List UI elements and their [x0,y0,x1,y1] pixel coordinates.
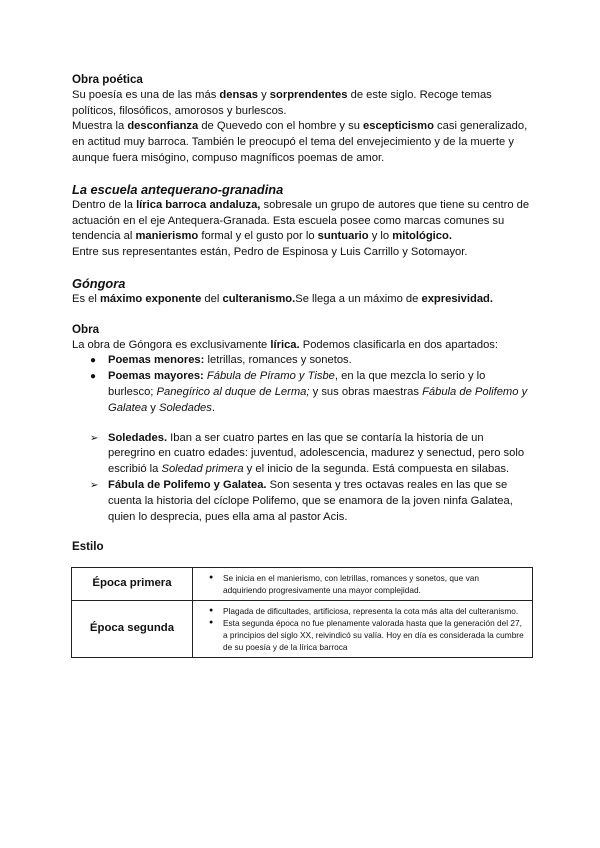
bold-run: Fábula de Polifemo y Galatea. [108,478,267,491]
text-run: Se llega a un máximo de [295,292,422,305]
paragraph-escuela-2: Entre sus representantes están, Pedro de Espinosa y Luis Carrillo y Sotomayor. [72,246,468,259]
bold-run: Soledades. [108,431,168,444]
bold-run: escepticismo [363,120,434,133]
bold-run: Poemas menores: [108,354,205,367]
text-run: casi generalizado, en actitud muy barroca. También le preocupó el tema del envejecimiento y de la muerte y aunque fuera misógino, compuso magníficos poemas de amor. [72,120,528,164]
text-run: Iban a ser cuatro partes en las que se contaría la historia de un peregrino en cuatro edades: juventud, adolescencia, madurez y senectud, pero solo escribió la [108,431,525,476]
table-cell-content [193,601,533,658]
text-run: Se inicia en el manierismo, con letrillas, romances y sonetos, que van adquiriendo progresivamente una mayor complejidad. [223,573,479,596]
italic-run: Panegírico al duque de Lerma; [156,385,310,398]
text-run: Muestra la [72,120,128,133]
bold-run: culteranismo. [222,292,296,305]
text-run: Son sesenta y tres octavas reales en las que se cuenta la historia del cíclope Polifemo, que se enamora de la joven ninfa Galatea, quien lo desprecia, pues ella ama al pastor Acis. [108,478,513,523]
estilo-table [71,567,533,658]
text-run: , en la que mezcla lo serio y lo burlesco; [108,370,486,398]
bullet-icon: ● [209,619,214,627]
list-item [201,605,524,617]
text-run: La obra de Góngora es exclusivamente [72,338,271,351]
heading-obra-poetica: Obra poética [72,73,143,86]
paragraph-obra-poetica-1 [72,88,532,120]
text-run: letrillas, romances y sonetos. [204,354,352,367]
table-cell-content [193,568,533,601]
text-run: Plagada de dificultades, artificiosa, representa la cota más alta del culteranismo. [223,606,519,617]
text-run: formal y el gusto por lo [198,230,318,243]
paragraph-escuela-1 [72,198,532,245]
bold-run: lírica. [270,338,300,351]
list-item [201,617,524,653]
text-run: y sus obras maestras [309,385,423,398]
paragraph-obra-intro [72,338,532,354]
bullet-icon: ● [209,607,214,615]
table-row [72,568,533,601]
bullet-icon: ● [209,574,214,582]
list-item-polifemo [72,478,532,525]
italic-run: Fábula de Píramo y Tisbe [206,370,335,383]
table-cell-label: Época segunda [72,601,193,658]
document-page [72,72,532,658]
list-item [201,572,524,596]
paragraph-obra-poetica-2 [72,119,532,166]
obra-bullet-list [72,353,532,416]
heading-estilo: Estilo [72,540,104,554]
text-run: Es el [72,292,100,305]
bold-run: expresividad. [421,292,493,305]
list-item-menores [72,353,532,369]
text-run: del [201,292,223,305]
italic-run: Soledades [159,401,212,414]
bold-run: máximo exponente [99,292,202,305]
bold-run: suntuario [317,230,369,243]
table-row [72,601,533,658]
text-run: Dentro de la [72,198,137,211]
bold-run: sorprendentes [269,88,348,101]
italic-run: Soledad primera [161,463,244,476]
table-cell-label: Época primera [72,568,193,601]
bold-run: lírica barroca andaluza, [136,198,261,211]
text-run: de este siglo. Recoge temas políticos, filosóficos, amorosos y burlescos. [72,88,492,117]
text-run: Podemos clasificarla en dos apartados: [299,338,499,351]
bold-run: Poemas mayores: [108,370,204,383]
italic-run: Fábula de Polifemo y Galatea [108,385,528,414]
bold-run: manierismo [135,230,199,243]
text-run: sobresale un grupo de autores que tiene su centro de actuación en el eje Antequera-Granada. Esta escuela posee como marcas comunes su tendencia al [72,198,530,243]
heading-gongora: Góngora [72,275,126,291]
text-run: Su poesía es una de las más [72,88,220,101]
bold-run: densas [219,88,258,101]
arrow-icon: ➢ [90,432,99,444]
text-run: y el inicio de la segunda. Está compuesta en silabas. [243,463,510,476]
bullet-icon: ● [90,355,97,367]
heading-escuela: La escuela antequerano-granadina [72,181,284,197]
heading-obra: Obra [72,322,100,336]
arrow-icon: ➢ [90,479,99,491]
text-run: y lo [368,230,393,243]
obra-arrow-list [72,431,532,526]
bold-run: mitológico. [392,230,452,243]
bold-run: desconfianza [127,120,199,133]
text-run: . [211,401,215,414]
text-run: Esta segunda época no fue plenamente valorada hasta que la generación del 27, a principios del siglo XX, reivindicó su valía. Hoy en día es considerada la cumbre de su poesía y de la lírica barroca [223,618,524,653]
text-run: y [147,401,159,414]
text-run: de Quevedo con el hombre y su [198,120,364,133]
text-run: y [257,88,270,101]
list-item-mayores [72,369,532,416]
list-item-soledades [72,431,532,478]
paragraph-gongora [72,292,532,308]
bullet-icon: ● [90,371,97,383]
